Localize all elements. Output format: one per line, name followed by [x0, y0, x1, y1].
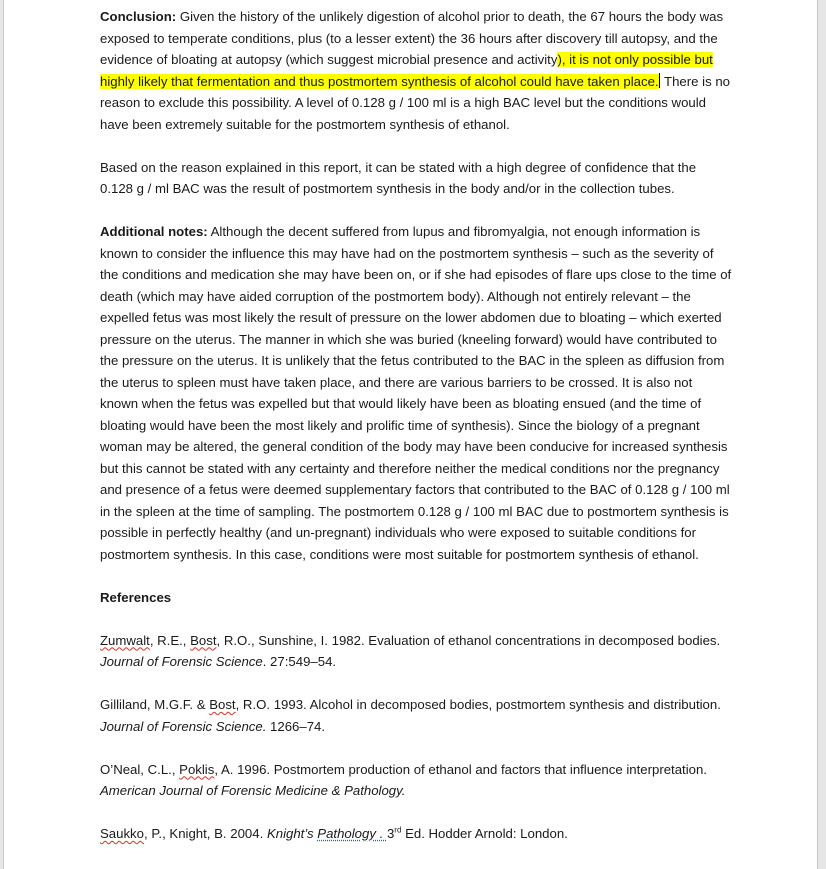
additional-notes-text: Although the decent suffered from lupus and fibromyalgia, not enough information is known to consider the influence this may have had on the postmortem synthesis – such as the severity of the conditions and medication she may have been on, or if she had episodes of flare ups close to the time of death (which may have aided corruption of the postmortem body). Although not entirely relevant – the expelled fetus was most likely the result of pressure on the lower abdomen due to bloating – which exerted pressure on the uterus. The manner in which she was buried (kneeling forward) would have contributed to the pressure on the uterus. It is unlikely that the fetus contributed to the BAC in the spleen as diffusion from the uterus to spleen must have taken place, and there are various barriers to be crossed. It is also not known when the fetus was expelled but that would likely have been as bloating ensued (and the time of bloating would have been the most likely and prolific time of synthesis). Since the biology of a pregnant woman may be altered, the general condition of the body may have been conducive for increased synthesis but this cannot be stated with any certainty and therefore neither the medical conditions nor the pregnancy and presence of a fetus were deemed supplementary factors that contributed to the BAC of 0.128 g / 100 ml in the spleen at the time of sampling. The postmortem 0.128 g / 100 ml BAC due to postmortem synthesis is possible in perfectly healthy (and un-pregnant) individuals who were exposed to suitable conditions for postmortem synthesis. In this case, conditions were most suitable for postmortem synthesis of ethanol.: [100, 224, 732, 562]
additional-notes-paragraph: [100, 221, 732, 565]
journal-title: Knight’s Pathology .: [266, 826, 387, 841]
misspelled-word[interactable]: Zumwalt: [100, 632, 150, 648]
misspelled-word[interactable]: Bost: [190, 632, 217, 648]
reference-item: Zumwalt, R.E., Bost, R.O., Sunshine, I. 1982. Evaluation of ethanol concentrations in decomposed bodies. Journal of Forensic Science. 27:549–54.: [100, 632, 721, 669]
document-body[interactable]: [100, 6, 732, 866]
conclusion-heading: Conclusion:: [100, 9, 177, 24]
additional-notes-heading: Additional notes:: [100, 224, 208, 239]
reference-item: Gilliland, M.G.F. & Bost, R.O. 1993. Alcohol in decomposed bodies, postmortem synthesis and distribution. Journal of Forensic Science. 1266–74.: [100, 697, 721, 734]
conclusion-text-end: There is no reason to exclude this possibility. A level of 0.128 g / 100 ml is a high BAC level but the conditions would have been extremely suitable for the postmortem synthesis of ethanol.: [100, 73, 730, 132]
misspelled-word[interactable]: Poklis: [179, 761, 215, 777]
reference-item: O’Neal, C.L., Poklis, A. 1996. Postmortem production of ethanol and factors that influence interpretation. American Journal of Forensic Medicine & Pathology.: [100, 761, 707, 798]
conclusion-text: Given the history of the unlikely digestion of alcohol prior to death, the 67 hours the body was exposed to temperate conditions, plus (to a lesser extent) the 36 hours after discovery till autopsy, and the evidence of bloating at autopsy (which suggest microbial presence and activity: [100, 9, 724, 67]
journal-title: Journal of Forensic Science: [100, 654, 263, 669]
highlighted-text: ), it is not only possible but highly likely that fermentation and thus postmortem synthesis of alcohol could have taken place.: [100, 52, 713, 89]
journal-title: Journal of Forensic Science.: [100, 718, 267, 734]
confidence-paragraph: Based on the reason explained in this report, it can be stated with a high degree of confidence that the 0.128 g / ml BAC was the result of postmortem synthesis in the body and/or in the collection tubes.: [100, 159, 697, 196]
conclusion-paragraph: [100, 6, 732, 135]
reference-item: Saukko, P., Knight, B. 2004. Knight’s Pathology . 3rd Ed. Hodder Arnold: London.: [100, 825, 568, 841]
references-heading: References: [100, 589, 172, 605]
misspelled-word[interactable]: Saukko: [100, 826, 144, 841]
journal-title: American Journal of Forensic Medicine & Pathology.: [100, 783, 406, 798]
text-cursor: [659, 73, 660, 88]
grammar-flag[interactable]: Pathology: [317, 826, 376, 841]
document-page: [3, 0, 818, 869]
misspelled-word[interactable]: Bost: [209, 697, 236, 712]
